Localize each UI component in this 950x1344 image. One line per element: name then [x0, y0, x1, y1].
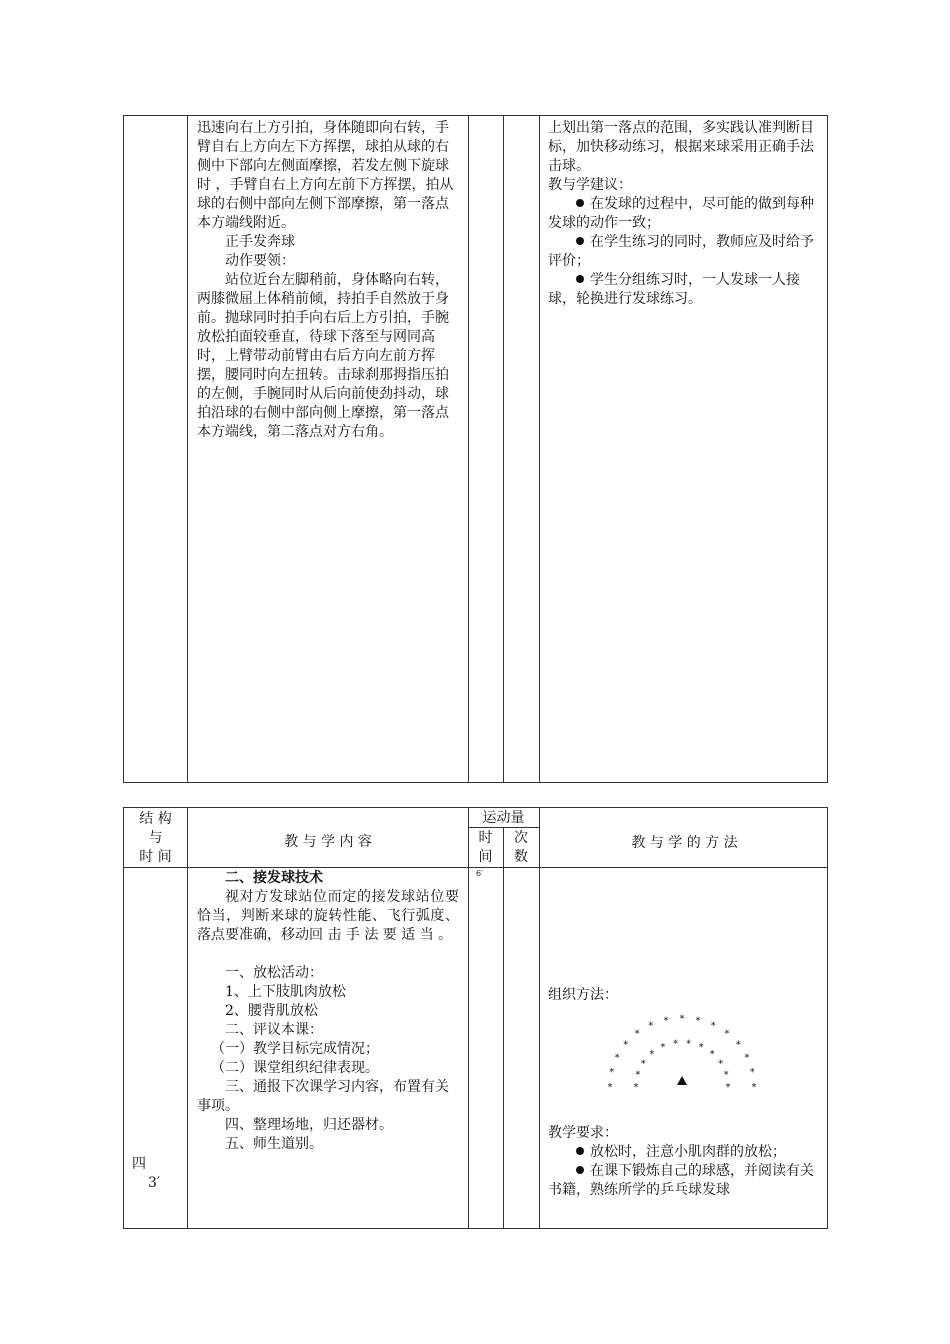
student-star-icon: * [635, 1069, 641, 1081]
student-star-icon: * [744, 1052, 750, 1064]
method-cell [548, 119, 820, 309]
section-time: 3′ [148, 1175, 161, 1191]
list-item: 四、整理场地，归还器材。 [225, 1117, 393, 1133]
col-divider [503, 116, 504, 782]
content-cell [197, 119, 459, 442]
header-bottom-line [124, 867, 827, 868]
header-time: 时 间 [478, 830, 493, 865]
student-star-icon: * [634, 1028, 640, 1040]
req-cell [548, 1124, 820, 1200]
content-paragraph: 站位近台左脚稍前，身体略向右转，两膝微屈上体稍前倾，持拍手自然放于身前。抛球同时拍手向右后上方引拍，手腕放松拍面较垂直，待球下落至与网同高时，上臂带动前臂由右后方向左前方挥摆，腰同时向左扭转。击球刹那拇指压拍的左侧，手腕同时从后向前使劲抖动，球拍沿球的右侧中部向侧上摩擦，第一落点本方端线，第二落点对方右角。 [197, 272, 449, 440]
table-2 [123, 807, 828, 1229]
header-count: 次 数 [514, 830, 528, 865]
student-star-icon: * [735, 1039, 741, 1051]
bullet-item: 在学生练习的同时，教师应及时给予评价； [548, 234, 814, 269]
student-star-icon: * [663, 1015, 669, 1027]
bullet-item: 学生分组练习时，一人发球一人接球，轮换进行发球练习。 [548, 272, 800, 307]
section-label: 四 [132, 1156, 146, 1172]
bullet-dot-icon [576, 237, 584, 245]
student-star-icon: * [660, 1042, 666, 1054]
header-load: 运动量 [482, 810, 525, 826]
bullet-dot-icon [576, 1166, 584, 1174]
student-star-icon: * [679, 1013, 685, 1025]
list-item: （一）教学目标完成情况； [211, 1041, 379, 1057]
student-star-icon: * [718, 1058, 724, 1070]
student-star-icon: * [709, 1049, 715, 1060]
student-star-icon: * [607, 1082, 613, 1093]
col-divider [468, 116, 469, 782]
student-star-icon: * [633, 1082, 639, 1093]
list-item: 三、通报下次课学习内容，布置有关事项。 [197, 1079, 449, 1114]
student-star-icon: * [695, 1015, 701, 1027]
col-divider [187, 808, 188, 1228]
spacer [197, 945, 459, 964]
time-mark: 6′ [476, 869, 483, 878]
student-star-icon: * [723, 1069, 729, 1081]
header-method: 教 与 学 的 方 法 [631, 835, 738, 851]
bullet-dot-icon [576, 1147, 584, 1155]
col-divider [187, 116, 188, 782]
table-1 [123, 115, 828, 783]
student-star-icon: * [648, 1020, 654, 1032]
content-paragraph: 迅速向右上方引拍，身体随即向右转，手臂自右上方向左下方挥摆，球拍从球的右侧中下部向左侧面摩擦，若发左侧下旋球时 ，手臂自右上方向左前下方挥摆，拍从球的右侧中部向左侧下部摩擦，第一落点本方端线附近。 [197, 120, 454, 231]
content-cell [197, 869, 459, 1154]
student-star-icon: * [725, 1082, 731, 1093]
list-item: （二）课堂组织纪律表现。 [211, 1060, 379, 1076]
header-content: 教 与 学 内 容 [284, 834, 372, 850]
col-divider [503, 827, 504, 1228]
list-item: 二、评议本课： [225, 1022, 323, 1038]
bullet-dot-icon [576, 275, 584, 283]
list-item: 2、腰背肌放松 [225, 1003, 318, 1019]
student-star-icon: * [751, 1082, 757, 1093]
student-star-icon: * [710, 1020, 716, 1032]
student-star-icon: * [673, 1038, 678, 1050]
col-divider [468, 808, 469, 1228]
org-title: 组织方法： [548, 987, 618, 1003]
student-star-icon: * [609, 1066, 615, 1078]
student-star-icon: * [614, 1052, 620, 1064]
req-title: 教学要求： [548, 1125, 618, 1141]
student-star-icon: * [649, 1049, 655, 1060]
list-item: 1、上下肢肌肉放松 [225, 984, 346, 1000]
bullet-item: 放松时，注意小肌肉群的放松； [548, 1143, 820, 1162]
student-star-icon: * [749, 1066, 755, 1078]
bullet-item: 在发球的过程中，尽可能的做到每种发球的动作一致； [548, 196, 814, 231]
bullet-item: 在课下锻炼自己的球感，并阅读有关书籍，熟练所学的乒乓球发球 [548, 1163, 814, 1198]
student-star-icon: * [640, 1058, 646, 1070]
section-title: 二、接发球技术 [225, 870, 323, 886]
bullet-dot-icon [576, 199, 584, 207]
student-star-icon: * [623, 1039, 629, 1051]
formation-diagram [594, 1008, 764, 1098]
content-paragraph: 视对方发球站位而定的接发球站位要恰当，判断来球的旋转性能、飞行弧度、落点要准确，移动回 击 手 法 要 适 当 。 [197, 889, 459, 943]
list-item: 五、师生道别。 [225, 1136, 323, 1152]
header-structure: 结 构 与 时 间 [139, 811, 172, 865]
list-item: 一、放松活动： [225, 965, 323, 981]
suggestion-title: 教与学建议： [548, 177, 632, 193]
student-star-icon: * [686, 1038, 691, 1050]
student-star-icon: * [724, 1028, 730, 1040]
content-heading: 正手发奔球 [225, 234, 295, 250]
col-divider [539, 116, 540, 782]
student-star-icon: * [698, 1042, 704, 1054]
content-subheading: 动作要领： [225, 253, 295, 269]
teacher-triangle-icon [677, 1076, 687, 1085]
col-divider [539, 808, 540, 1228]
method-intro: 上划出第一落点的范围，多实践认准判断目标，加快移动练习，根据来球采用正确手法击球。 [548, 120, 814, 174]
